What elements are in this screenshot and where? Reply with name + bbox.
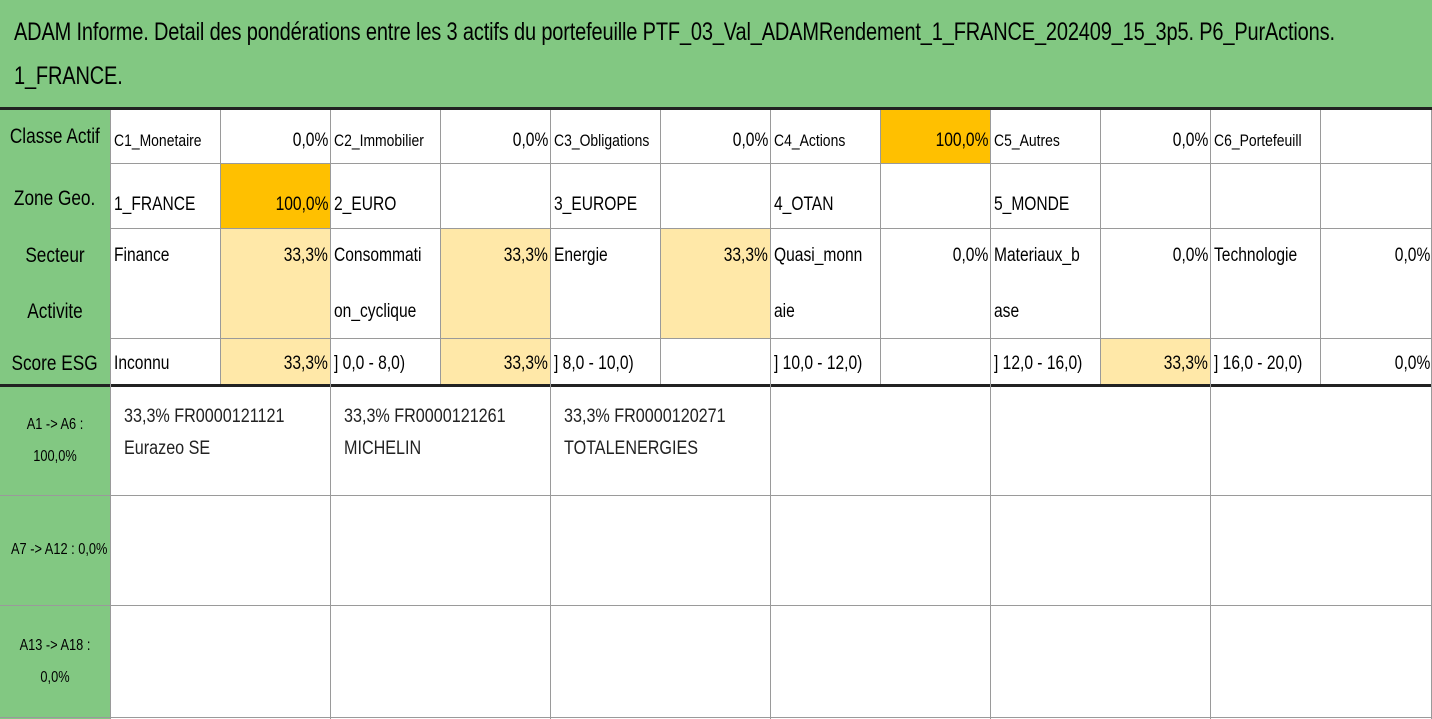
secteur-pct: 33,3% (660, 228, 770, 338)
row-header-zone-geo: Zone Geo. (0, 163, 110, 228)
secteur-label: Materiaux_b ase (994, 245, 1080, 322)
row-header-score-esg: Score ESG (0, 338, 110, 384)
classe-pct: 0,0% (292, 130, 328, 151)
grid-line (660, 110, 661, 384)
zone-label: 1_FRANCE (114, 194, 196, 215)
zone-pct (660, 163, 770, 228)
grid-line (110, 110, 111, 719)
esg-pct (880, 338, 990, 384)
esg-pct: 0,0% (1394, 353, 1430, 374)
row-header-classe-actif: Classe Actif (0, 110, 110, 163)
grid-line (0, 717, 1432, 718)
asset-group-a13-a18-header: A13 -> A18 : 0,0% (0, 605, 110, 719)
grid-line (1100, 110, 1101, 384)
classe-label: C3_Obligations (554, 131, 650, 150)
classe-label: C1_Monetaire (114, 131, 202, 150)
zone-pct (880, 163, 990, 228)
esg-pct: 33,3% (440, 338, 550, 384)
classe-label: C4_Actions (774, 131, 846, 150)
secteur-pct: 33,3% (220, 228, 330, 338)
grid-line (990, 110, 991, 719)
classe-label: C5_Autres (994, 131, 1060, 150)
secteur-pct: 33,3% (440, 228, 550, 338)
grid-line (110, 338, 1432, 339)
secteur-label: Energie (554, 245, 608, 266)
grid-line (440, 110, 441, 384)
classe-label: C6_Portefeuill (1214, 131, 1302, 150)
zone-label: 4_OTAN (774, 194, 834, 215)
classe-pct: 0,0% (1172, 130, 1208, 151)
asset-item: 33,3% FR0000120271 TOTALENERGIES (564, 406, 726, 459)
grid-line (0, 495, 1432, 496)
grid-line (0, 605, 1432, 606)
zone-pct (1320, 163, 1432, 228)
zone-label (1210, 163, 1320, 228)
summary-separator (0, 384, 1432, 387)
zone-pct (1100, 163, 1210, 228)
row-header-secteur-activite: Secteur Activite (0, 228, 110, 338)
grid-line (220, 110, 221, 384)
secteur-pct: 0,0% (1172, 245, 1208, 266)
esg-pct (660, 338, 770, 384)
esg-label: ] 16,0 - 20,0) (1214, 353, 1303, 374)
grid-line (1210, 110, 1211, 719)
report-title-line2: 1_FRANCE. (14, 62, 123, 90)
esg-label: ] 10,0 - 12,0) (774, 353, 863, 374)
zone-label: 2_EURO (334, 194, 397, 215)
secteur-label: Quasi_monn aie (774, 245, 863, 322)
grid-line (550, 110, 551, 719)
classe-pct-highlight: 100,0% (880, 110, 990, 163)
classe-pct: 0,0% (512, 130, 548, 151)
secteur-pct: 0,0% (1394, 245, 1430, 266)
esg-label: ] 0,0 - 8,0) (334, 353, 406, 374)
asset-item: 33,3% FR0000121121 Eurazeo SE (124, 406, 285, 459)
asset-group-a7-a12-header: A7 -> A12 : 0,0% (0, 495, 110, 605)
asset-group-a1-a6-header: A1 -> A6 : 100,0% (0, 387, 110, 495)
secteur-pct: 0,0% (952, 245, 988, 266)
zone-label: 5_MONDE (994, 194, 1070, 215)
grid-line (1320, 110, 1321, 384)
esg-pct: 33,3% (220, 338, 330, 384)
esg-pct: 33,3% (1100, 338, 1210, 384)
report-title (0, 0, 1432, 107)
classe-pct: 0,0% (732, 130, 768, 151)
grid-line (110, 163, 1432, 164)
report-title-line1: ADAM Informe. Detail des pondérations entre les 3 actifs du portefeuille PTF_03_Val_ADAMRendement_1_FRANCE_202409_15_3p5. P6_PurActions. (14, 18, 1335, 46)
asset-item: 33,3% FR0000121261 MICHELIN (344, 406, 506, 459)
zone-pct-highlight: 100,0% (220, 163, 330, 228)
classe-label: C2_Immobilier (334, 131, 424, 150)
esg-label: ] 12,0 - 16,0) (994, 353, 1083, 374)
classe-pct (1320, 110, 1432, 163)
secteur-label: Consommati on_cyclique (334, 245, 422, 322)
grid-line (110, 228, 1432, 229)
secteur-label: Technologie (1214, 245, 1298, 266)
grid-line (770, 110, 771, 719)
grid-line (880, 110, 881, 384)
grid-line (330, 110, 331, 719)
esg-label: Inconnu (114, 353, 170, 374)
esg-label: ] 8,0 - 10,0) (554, 353, 634, 374)
secteur-label: Finance (114, 245, 170, 266)
zone-pct (440, 163, 550, 228)
zone-label: 3_EUROPE (554, 194, 638, 215)
